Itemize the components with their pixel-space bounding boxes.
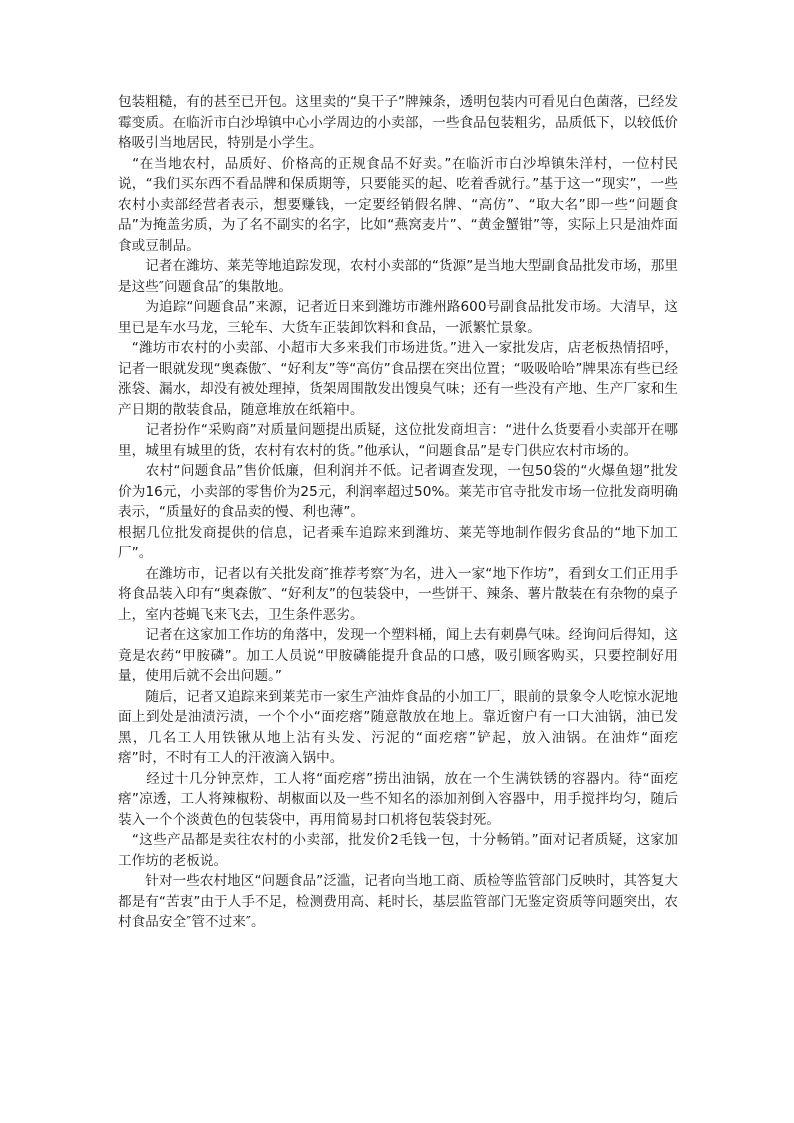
paragraph-13: “这些产品都是卖往农村的小卖部，批发价2毛钱一包，十分畅销。”面对记者质疑，这家加工作坊的老板说。 bbox=[118, 832, 678, 869]
paragraph-11: 随后，记者又追踪来到莱芜市一家生产油炸食品的小加工厂，眼前的景象令人吃惊水泥地面上到处是油渍污渍，一个个小“面疙瘩”随意散放在地上。靠近窗户有一口大油锅，油已发黑，几名工人用铁锹从地上沾有头发、污泥的“面疙瘩”铲起，放入油锅。在油炸“面疙瘩”时，不时有工人的汗液滴入锅中。 bbox=[118, 688, 678, 766]
article-body bbox=[118, 92, 678, 933]
paragraph-7: 农村“问题食品”售价低廉，但利润并不低。记者调查发现，一包50袋的“火爆鱼翅”批发价为16元，小卖部的零售价为25元，利润率超过50%。莱芜市官寺批发市场一位批发商明确表示，“质量好的食品卖的慢、利也薄”。 bbox=[118, 463, 678, 520]
paragraph-14: 针对一些农村地区“问题食品”泛滥，记者向当地工商、质检等监管部门反映时，其答复大都是有“苦衷”由于人手不足，检测费用高、耗时长，基层监管部门无鉴定资质等问题突出，农村食品安全″管不过来″。 bbox=[118, 873, 678, 930]
paragraph-10: 记者在这家加工作坊的角落中，发现一个塑料桶，闻上去有刺鼻气味。经询问后得知，这竟是农药“甲胺磷”。加工人员说“甲胺磷能提升食品的口感，吸引顾客购买，只要控制好用量，使用后就不会出问题。” bbox=[118, 627, 678, 684]
paragraph-12: 经过十几分钟烹炸，工人将“面疙瘩”捞出油锅，放在一个生满铁锈的容器内。待“面疙瘩”凉透，工人将辣椒粉、胡椒面以及一些不知名的添加剂倒入容器中，用手搅拌均匀，随后装入一个个淡黄色的包装袋中，再用简易封口机将包装袋封死。 bbox=[118, 770, 678, 828]
paragraph-9: 在潍坊市，记者以有关批发商″推荐考察″为名，进入一家“地下作坊”，看到女工们正用手将食品装入印有“奥森傲″、“好利友”的包装袋中，一些饼干、辣条、薯片散装在有杂物的桌子上，室内苍蝇飞来飞去，卫生条件恶劣。 bbox=[118, 565, 678, 623]
paragraph-8: 根据几位批发商提供的信息，记者乘车追踪来到潍坊、莱芜等地制作假劣食品的“地下加工厂”。 bbox=[118, 524, 678, 561]
paragraph-3: 记者在潍坊、莱芜等地追踪发现，农村小卖部的“货源”是当地大型副食品批发市场，那里是这些″问题食品″的集散地。 bbox=[118, 258, 678, 295]
paragraph-6: 记者扮作“采购商”对质量问题提出质疑，这位批发商坦言：“进什么货要看小卖部开在哪里，城里有城里的货，农村有农村的货。”他承认，“问题食品”是专门供应农村市场的。 bbox=[118, 422, 678, 459]
paragraph-4: 为追踪“问题食品”来源，记者近日来到潍坊市潍州路600号副食品批发市场。大清早，这里已是车水马龙，三轮车、大货车正装卸饮料和食品，一派繁忙景象。 bbox=[118, 299, 678, 336]
paragraph-5: “潍坊市农村的小卖部、小超市大多来我们市场进货。”进入一家批发店，店老板热情招呼，记者一眼就发现“奥森傲″、“好利友”等“高仿”食品摆在突出位置；“吸吸哈哈”牌果冻有些已经涨袋、漏水，却没有被处理掉，货架周围散发出馊臭气味；还有一些没有产地、生产厂家和生产日期的散装食品，随意堆放在纸箱中。 bbox=[118, 340, 678, 418]
paragraph-2: “在当地农村，品质好、价格高的正规食品不好卖。”在临沂市白沙埠镇朱洋村，一位村民说，“我们买东西不看品牌和保质期等，只要能买的起、吃着香就行。”基于这一“现实”，一些农村小卖部经营者表示，想要赚钱，一定要经销假名牌、“高仿”、“取大名”即一些“问题食品”为掩盖劣质，为了名不副实的名字，比如“燕窝麦片”、“黄金蟹钳”等，实际上只是油炸面食或豆制品。 bbox=[118, 155, 678, 254]
paragraph-1: 包装粗糙，有的甚至已开包。这里卖的“臭干子”牌辣条，透明包装内可看见白色菌落，已经发霉变质。在临沂市白沙埠镇中心小学周边的小卖部，一些食品包装粗劣，品质低下，以较低价格吸引当地居民，特别是小学生。 bbox=[118, 94, 678, 151]
